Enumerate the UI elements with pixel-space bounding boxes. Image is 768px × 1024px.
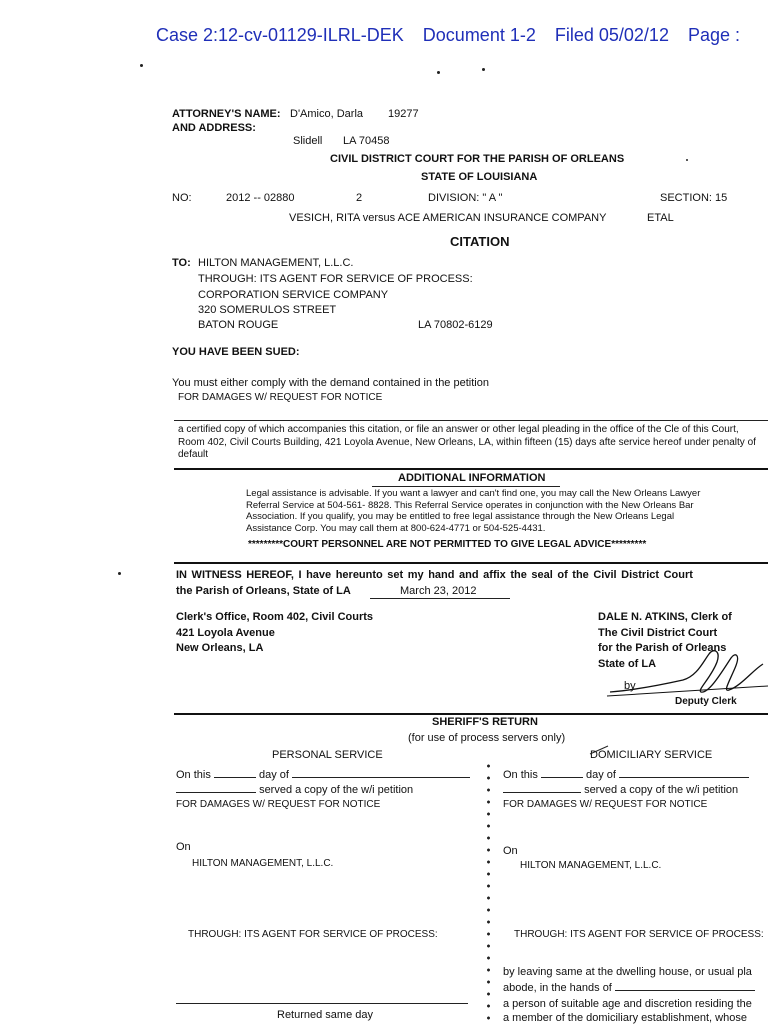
case-no-label: NO: <box>172 192 192 204</box>
page-number: Page : <box>687 25 741 45</box>
legal-advice-warning: *********COURT PERSONNEL ARE NOT PERMITTED TO GIVE LEGAL ADVICE********* <box>248 539 647 550</box>
divider <box>174 420 768 421</box>
signature-line <box>176 1003 468 1004</box>
domiciliary-leaving: by leaving same at the dwelling house, or usual pla <box>503 966 752 978</box>
comply-text: You must either comply with the demand contained in the petition <box>172 377 489 389</box>
domiciliary-served: served a copy of the w/i petition <box>584 784 739 796</box>
attorney-bar-number: 19277 <box>388 108 419 120</box>
scan-speck <box>118 572 121 575</box>
personal-on-this: On this <box>176 769 211 781</box>
pen-mark <box>588 744 610 756</box>
clerk-office-line1: Clerk's Office, Room 402, Civil Courts <box>176 611 374 623</box>
clerk-line1: DALE N. ATKINS, Clerk of <box>598 611 732 623</box>
to-name: HILTON MANAGEMENT, L.L.C. <box>198 257 354 269</box>
case-header <box>156 25 754 46</box>
clerk-line2: The Civil District Court <box>598 627 718 639</box>
certified-copy-text: a certified copy of which accompanies this citation, or file an answer or other legal pleading in the office of the Cle of this Court, Room 402, Civil Courts Building, 421 Loyola Avenue, New Orleans, LA, within fifteen (15) days afte service hereof under penalty of default <box>178 424 756 460</box>
personal-name: HILTON MANAGEMENT, L.L.C. <box>192 858 334 869</box>
attorney-state-zip: LA 70458 <box>343 135 390 147</box>
domiciliary-on-this-row <box>503 769 749 781</box>
date-underline <box>370 598 510 599</box>
additional-info-body: Legal assistance is advisable. If you want a lawyer and can't find one, you may call the New Orleans Lawyer Referral Service at 504-561- 8828. This Referral Service operates in conjunction with the New Orleans Bar Association. If you qualify, you may be entitled to free legal assistance through the New Orleans Legal Assistance Corp. You may call them at 800-624-4771 or 504-525-4431. <box>246 488 701 534</box>
case-parties: VESICH, RITA versus ACE AMERICAN INSURANCE COMPANY <box>289 212 607 224</box>
personal-served: served a copy of the w/i petition <box>259 784 414 796</box>
witness-date: March 23, 2012 <box>400 585 477 597</box>
case-number: Case 2:12-cv-01129-ILRL-DEK <box>156 25 404 45</box>
domiciliary-petition-type: FOR DAMAGES W/ REQUEST FOR NOTICE <box>503 799 708 810</box>
case-etal: ETAL <box>647 212 674 224</box>
clerk-by: by <box>624 680 636 692</box>
additional-info-title: ADDITIONAL INFORMATION <box>398 472 546 484</box>
case-section: SECTION: 15 <box>660 192 728 204</box>
clerk-office-line2: 421 Loyola Avenue <box>176 627 275 639</box>
witness-text: IN WITNESS HEREOF, I have hereunto set my hand and affix the seal of the Civil District Court <box>176 569 693 581</box>
citation-title: CITATION <box>450 234 510 249</box>
clerk-office-line3: New Orleans, LA <box>176 642 264 654</box>
sheriff-return-subtitle: (for use of process servers only) <box>408 732 566 744</box>
divider <box>372 486 560 487</box>
domiciliary-month-field[interactable] <box>619 777 749 778</box>
personal-month-field[interactable] <box>292 777 470 778</box>
personal-day-field[interactable] <box>214 777 256 778</box>
domiciliary-day-field[interactable] <box>541 777 583 778</box>
court-state: STATE OF LOUISIANA <box>421 171 538 183</box>
personal-on: On <box>176 841 191 853</box>
domiciliary-on-this: On this <box>503 769 538 781</box>
divider <box>174 468 768 470</box>
domiciliary-member: a member of the domiciliary establishment, whose <box>503 1012 747 1024</box>
divider <box>174 562 768 564</box>
attorney-name-label: ATTORNEY'S NAME: <box>172 108 281 120</box>
clerk-line3: for the Parish of Orleans <box>598 642 727 654</box>
to-state-zip: LA 70802-6129 <box>418 319 493 331</box>
clerk-line4: State of LA <box>598 658 657 670</box>
domiciliary-abode-row <box>503 982 755 994</box>
case-no-value: 2012 -- 02880 <box>226 192 295 204</box>
attorney-name: D'Amico, Darla <box>290 108 364 120</box>
personal-petition-type: FOR DAMAGES W/ REQUEST FOR NOTICE <box>176 799 381 810</box>
personal-year-field[interactable] <box>176 792 256 793</box>
deputy-clerk-label: Deputy Clerk <box>675 696 737 707</box>
attorney-address-label: AND ADDRESS: <box>172 122 256 134</box>
divider <box>174 713 768 715</box>
to-company: CORPORATION SERVICE COMPANY <box>198 289 389 301</box>
document-number: Document 1-2 <box>422 25 536 45</box>
domiciliary-abode: abode, in the hands of <box>503 982 612 994</box>
witness-parish-line: the Parish of Orleans, State of LA <box>176 585 351 597</box>
domiciliary-on: On <box>503 845 518 857</box>
sheriff-return-title: SHERIFF'S RETURN <box>432 716 538 728</box>
scan-speck <box>437 71 440 74</box>
scan-speck <box>686 159 688 161</box>
sued-heading: YOU HAVE BEEN SUED: <box>172 346 300 358</box>
personal-on-this-row <box>176 769 470 781</box>
domiciliary-hands-field[interactable] <box>615 990 755 991</box>
case-seq: 2 <box>356 192 363 204</box>
personal-service-title: PERSONAL SERVICE <box>272 749 383 761</box>
domiciliary-year-field[interactable] <box>503 792 581 793</box>
personal-day-of: day of <box>258 769 289 781</box>
domiciliary-through: THROUGH: ITS AGENT FOR SERVICE OF PROCESS: <box>514 929 764 940</box>
domiciliary-person: a person of suitable age and discretion residing the <box>503 998 752 1010</box>
to-through: THROUGH: ITS AGENT FOR SERVICE OF PROCESS: <box>198 273 473 285</box>
domiciliary-day-of: day of <box>585 769 616 781</box>
scan-speck <box>140 64 143 67</box>
domiciliary-served-row <box>503 784 738 796</box>
attorney-city: Slidell <box>293 135 323 147</box>
returned-same-day: Returned same day <box>277 1009 373 1021</box>
filed-date: Filed 05/02/12 <box>554 25 669 45</box>
petition-type: FOR DAMAGES W/ REQUEST FOR NOTICE <box>178 392 383 403</box>
domiciliary-service-title: DOMICILIARY SERVICE <box>590 749 713 761</box>
to-label: TO: <box>172 257 191 269</box>
column-separator <box>487 760 490 1024</box>
personal-served-row <box>176 784 413 796</box>
scan-speck <box>482 68 485 71</box>
to-street: 320 SOMERULOS STREET <box>198 304 337 316</box>
domiciliary-name: HILTON MANAGEMENT, L.L.C. <box>520 860 662 871</box>
personal-through: THROUGH: ITS AGENT FOR SERVICE OF PROCESS: <box>188 929 438 940</box>
court-title: CIVIL DISTRICT COURT FOR THE PARISH OF ORLEANS <box>330 153 625 165</box>
case-division: DIVISION: " A " <box>428 192 503 204</box>
to-city: BATON ROUGE <box>198 319 279 331</box>
